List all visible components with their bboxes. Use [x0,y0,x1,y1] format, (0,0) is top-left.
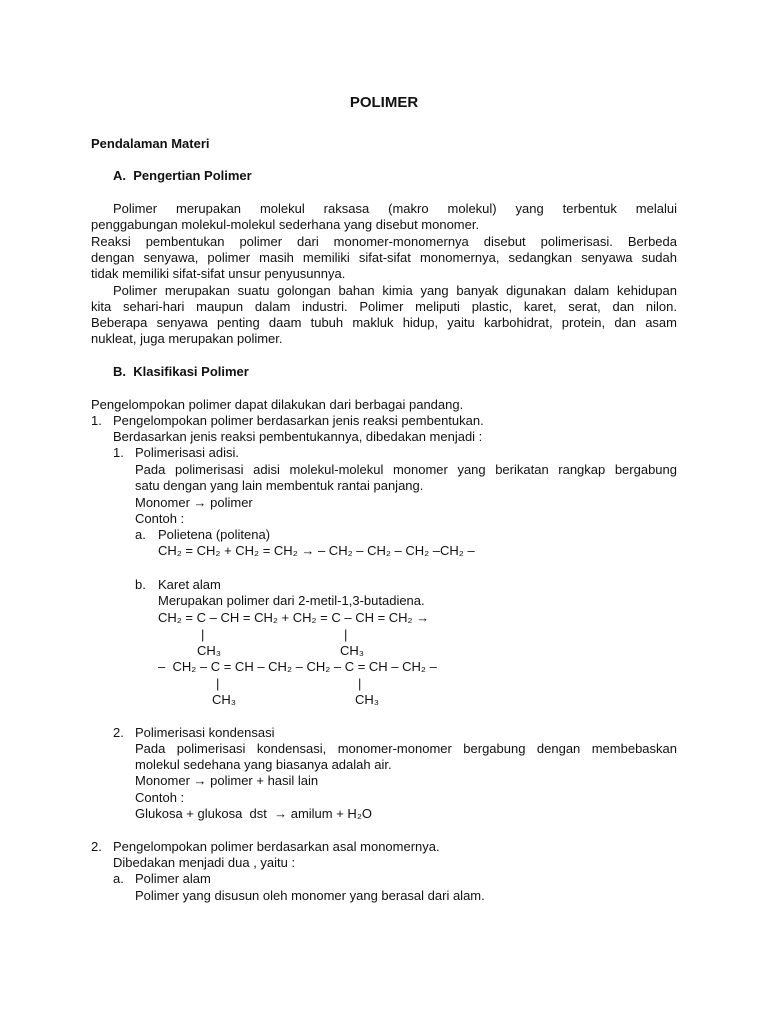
paragraph-line: kita sehari-hari maupun dalam industri. Polimer meliputi plastic, karet, serat, dan nilon. [91,299,677,314]
chemical-equation: Glukosa + glukosa dst → amilum + H₂O [135,806,372,821]
methyl-group: CH₃ [340,643,365,658]
example-name: Karet alam [158,577,221,592]
section-b-heading: B. Klasifikasi Polimer [113,364,249,379]
example-name: Polietena (politena) [158,527,271,542]
sublist-label: Polimerisasi kondensasi [135,725,275,740]
list-item-subtext: Berdasarkan jenis reaksi pembentukannya, dibedakan menjadi : [113,429,483,444]
section-b-intro: Pengelompokan polimer dapat dilakukan dari berbagai pandang. [91,397,464,412]
paragraph-line: nukleat, juga merupakan polimer. [91,331,283,346]
chemical-equation: CH₂ = C – CH = CH₂ + CH₂ = C – CH = CH₂ → [158,610,430,625]
methyl-group: CH₃ [212,692,237,707]
example-letter: b. [135,577,146,592]
example-letter: a. [135,527,146,542]
list-item-text: Pengelompokan polimer berdasarkan jenis reaksi pembentukan. [113,413,484,428]
sublist-letter: a. [113,871,124,886]
paragraph-line: Polimer merupakan suatu golongan bahan kimia yang banyak digunakan dalam kehidupan [113,283,677,298]
page-title: POLIMER [349,94,419,111]
sublist-number: 2. [113,725,124,740]
paragraph-line: penggabungan molekul-molekul sederhana yang disebut monomer. [91,217,480,232]
example-description: Merupakan polimer dari 2-metil-1,3-butadiena. [158,593,425,608]
chemical-equation: – CH₂ – C = CH – CH₂ – CH₂ – C = CH – CH₂ – [158,659,437,674]
sublist-number: 1. [113,445,124,460]
paragraph-line: Reaksi pembentukan polimer dari monomer-monomernya disebut polimerisasi. Berbeda [91,234,677,249]
section-a-heading: A. Pengertian Polimer [113,168,252,183]
paragraph-line: molekul sedehana yang biasanya adalah air. [135,757,392,772]
list-number: 2. [91,839,102,854]
paragraph-line: Polimer merupakan molekul raksasa (makro molekul) yang terbentuk melalui [113,201,677,216]
list-number: 1. [91,413,102,428]
sublist-description: Polimer yang disusun oleh monomer yang berasal dari alam. [135,888,485,903]
reaction-scheme: Monomer → polimer [135,495,253,510]
methyl-group: CH₃ [197,643,222,658]
bond-line: | [201,627,205,642]
paragraph-line: dengan senyawa, polimer masih memiliki sifat-sifat monomernya, sedangkan senyawa sudah [91,250,677,265]
paragraph-line: tidak memiliki sifat-sifat unsur penyusunnya. [91,266,346,281]
sublist-label: Polimerisasi adisi. [135,445,240,460]
sublist-label: Polimer alam [135,871,211,886]
paragraph-line: Pada polimerisasi kondensasi, monomer-monomer bergabung dengan membebaskan [135,741,677,756]
reaction-scheme: Monomer → polimer + hasil lain [135,773,319,788]
example-label: Contoh : [135,790,185,805]
chemical-equation: CH₂ = CH₂ + CH₂ = CH₂ → – CH₂ – CH₂ – CH₂ –CH₂ – [158,543,475,558]
paragraph-line: Pada polimerisasi adisi molekul-molekul monomer yang berikatan rangkap bergabung [135,462,677,477]
paragraph-line: Beberapa senyawa penting daam tubuh makluk hidup, yaitu karbohidrat, protein, dan asam [91,315,677,330]
list-item-text: Pengelompokan polimer berdasarkan asal monomernya. [113,839,440,854]
bond-line: | [344,627,348,642]
list-item-subtext: Dibedakan menjadi dua , yaitu : [113,855,296,870]
example-label: Contoh : [135,511,185,526]
subtitle: Pendalaman Materi [91,136,210,151]
methyl-group: CH₃ [355,692,380,707]
bond-line: | [216,676,220,691]
bond-line: | [358,676,362,691]
paragraph-line: satu dengan yang lain membentuk rantai panjang. [135,478,424,493]
